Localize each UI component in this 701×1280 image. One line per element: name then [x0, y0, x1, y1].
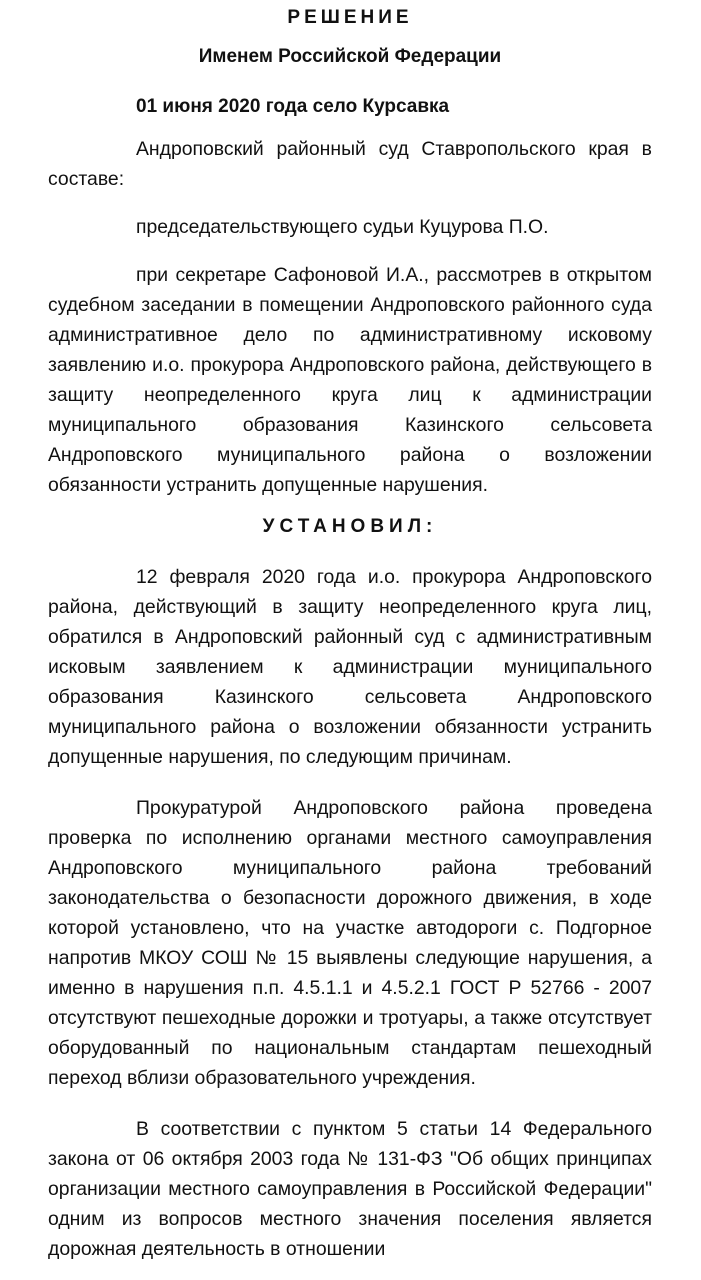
document-subtitle: Именем Российской Федерации: [198, 46, 502, 67]
established-heading: УСТАНОВИЛ:: [262, 516, 438, 537]
fact-paragraph-1: 12 февраля 2020 года и.о. прокурора Андроповского района, действующий в защиту неопределенного круга лиц, обратился в Андроповский районный суд с административным исковым заявлением к администрации муниципального образования Казинского сельсовета Андроповского муниципального района о возложении обязанности устранить допущенные нарушения, по следующим причинам.: [48, 566, 652, 768]
document-title: РЕШЕНИЕ: [287, 7, 413, 28]
fact-paragraph-2: Прокуратурой Андроповского района проведена проверка по исполнению органами местного самоуправления Андроповского муниципального района требований законодательства о безопасности дорожного движения, в ходе которой установлено, что на участке автодороги с. Подгорное напротив МКОУ СОШ № 15 выявлены следующие нарушения, а именно в нарушения п.п. 4.5.1.1 и 4.5.2.1 ГОСТ Р 52766 - 2007 отсутствуют пешеходные дорожки и тротуары, а также отсутствует оборудованный по национальным стандартам пешеходный переход вблизи образовательного учреждения.: [48, 797, 652, 1089]
judge-paragraph: председательствующего судьи Куцурова П.О.: [136, 216, 549, 238]
page-cutoff-edge: [0, 1266, 701, 1280]
court-composition-paragraph: Андроповский районный суд Ставропольского края в составе:: [48, 138, 652, 190]
date-place-line: 01 июня 2020 года село Курсавка: [136, 96, 450, 117]
secretary-paragraph: при секретаре Сафоновой И.А., рассмотрев в открытом судебном заседании в помещении Андроповского районного суда административное дело по административному исковому заявлению и.о. прокурора Андроповского района, действующего в защиту неопределенного круга лиц к администрации муниципального образования Казинского сельсовета Андроповского муниципального района о возложении обязанности устранить допущенные нарушения.: [48, 264, 652, 496]
fact-paragraph-3: В соответствии с пунктом 5 статьи 14 Федерального закона от 06 октября 2003 года № 131-ФЗ "Об общих принципах организации местного самоуправления в Российской Федерации" одним из вопросов местного значения поселения является дорожная деятельность в отношении: [48, 1118, 652, 1260]
document-page: [48, 0, 652, 1264]
